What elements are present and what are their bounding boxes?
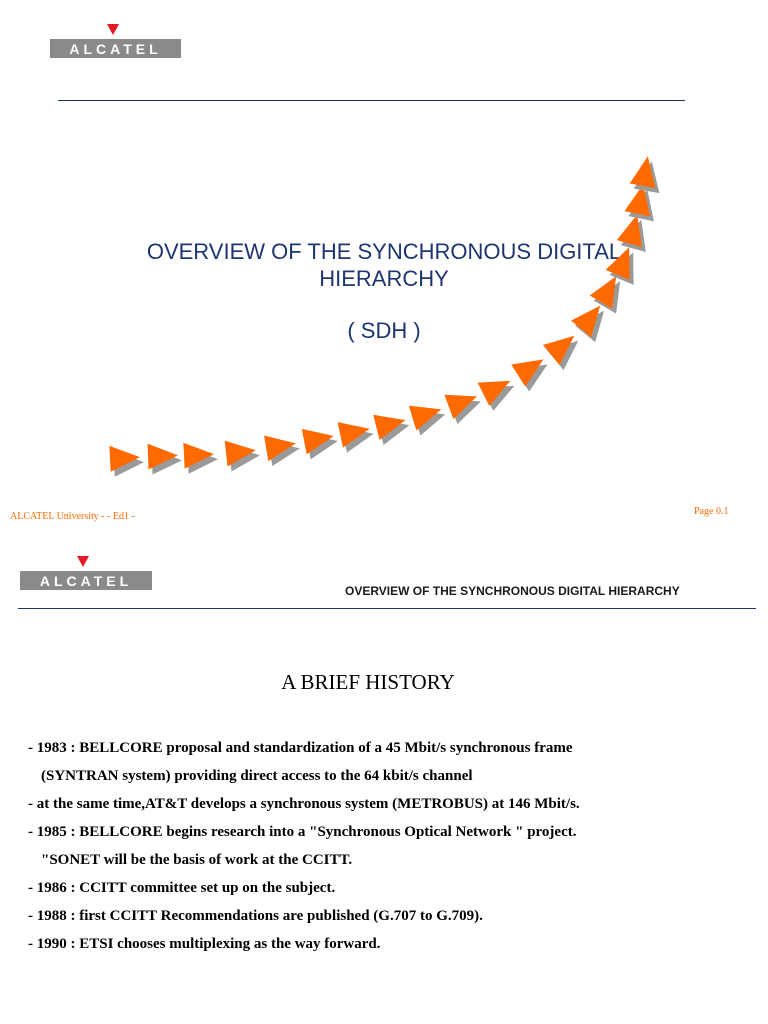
footer-left: ALCATEL University - - Ed1 - — [10, 511, 135, 522]
history-line: - 1986 : CCITT committee set up on the subject. — [28, 880, 336, 896]
history-line: - 1985 : BELLCORE begins research into a "Synchronous Optical Network " project. — [28, 824, 577, 840]
history-line: - 1990 : ETSI chooses multiplexing as the way forward. — [28, 936, 381, 952]
logo-text: ALCATEL — [20, 571, 152, 590]
page-number: Page 0.1 — [694, 506, 729, 517]
history-line: - at the same time,AT&T develops a synchronous system (METROBUS) at 146 Mbit/s. — [28, 796, 580, 812]
list-item — [28, 734, 748, 790]
list-item — [28, 790, 748, 818]
title-line-1: OVERVIEW OF THE SYNCHRONOUS DIGITAL — [146, 239, 622, 264]
history-list — [28, 734, 748, 958]
alcatel-logo-2 — [20, 556, 152, 592]
list-item — [28, 874, 748, 902]
title-line-2: HIERARCHY — [319, 266, 449, 291]
list-item — [28, 818, 748, 874]
page-subtitle: ( SDH ) — [347, 318, 421, 343]
logo-text: ALCATEL — [50, 39, 181, 58]
list-item — [28, 902, 748, 930]
section-title: A BRIEF HISTORY — [281, 670, 455, 694]
list-item — [28, 930, 748, 958]
header-rule-2 — [18, 608, 756, 609]
history-line: - 1983 : BELLCORE proposal and standardization of a 45 Mbit/s synchronous frame — [28, 740, 573, 756]
history-cont: (SYNTRAN system) providing direct access to the 64 kbit/s channel — [41, 768, 473, 784]
arrow-curve-graphic — [0, 0, 768, 500]
logo-red-triangle — [77, 556, 89, 567]
history-line: - 1988 : first CCITT Recommendations are published (G.707 to G.709). — [28, 908, 483, 924]
history-cont: "SONET will be the basis of work at the CCITT. — [41, 852, 353, 868]
header-title: OVERVIEW OF THE SYNCHRONOUS DIGITAL HIERARCHY — [345, 584, 680, 598]
